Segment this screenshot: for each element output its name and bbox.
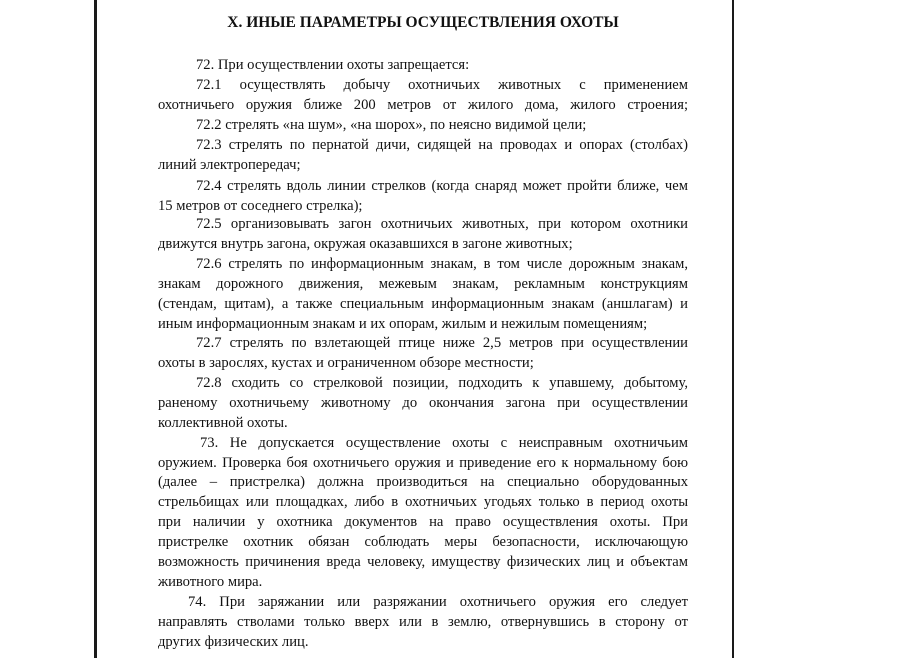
item-72-2: 72.2 стрелять «на шум», «на шорох», по неясно видимой цели; — [196, 117, 587, 133]
paragraph-73-line-7: возможность причинения вреда человеку, имуществу физических лиц и объектам — [158, 554, 688, 570]
item-72-7-line-2: охоты в зарослях, кустах и ограниченном обзоре местности; — [158, 355, 534, 371]
item-72-6-line-2: знакам дорожного движения, межевым знакам, рекламным конструкциям — [158, 276, 688, 292]
page-left-border — [94, 0, 97, 658]
item-72-6-line-4: иным информационным знакам и их опорам, жилым и нежилым помещениям; — [158, 316, 648, 332]
item-72-6-line-3: (стендам, щитам), а также специальным информационным знакам (аншлагам) и — [158, 296, 688, 312]
paragraph-73-line-8: животного мира. — [158, 574, 263, 590]
paragraph-73-line-6: пристрелке охотник обязан соблюдать меры безопасности, исключающую — [158, 534, 688, 550]
paragraph-73-line-3: (далее – пристрелка) должна производиться на специально оборудованных — [158, 474, 688, 490]
item-72-8-line-2: раненому охотничьему животному до окончания загона при осуществлении — [158, 395, 688, 411]
item-72-6-line-1: 72.6 стрелять по информационным знакам, в том числе дорожным знакам, — [196, 256, 688, 272]
paragraph-74-line-2: направлять стволами только вверх или в землю, отвернувшись в сторону от — [158, 614, 688, 630]
paragraph-72-intro: 72. При осуществлении охоты запрещается: — [196, 57, 470, 73]
item-72-5-line-2: движутся внутрь загона, окружая оказавшихся в загоне животных; — [158, 236, 573, 252]
item-72-3-line-1: 72.3 стрелять по пернатой дичи, сидящей на проводах и опорах (столбах) — [196, 137, 688, 153]
paragraph-74-line-1: 74. При заряжании или разряжании охотничьего оружия его следует — [188, 594, 688, 610]
paragraph-74-line-3: других физических лиц. — [158, 634, 309, 650]
paragraph-73-line-4: стрельбищах или площадках, либо в охотничьих угодьях только в период охоты — [158, 494, 688, 510]
item-72-8-line-1: 72.8 сходить со стрелковой позиции, подходить к упавшему, добытому, — [196, 375, 688, 391]
paragraph-73-line-5: при наличии у охотника документов на право осуществления охоты. При — [158, 514, 688, 530]
item-72-4-line-2: 15 метров от соседнего стрелка); — [158, 198, 363, 214]
item-72-8-line-3: коллективной охоты. — [158, 415, 288, 431]
item-72-4-line-1: 72.4 стрелять вдоль линии стрелков (когда снаряд может пройти ближе, чем — [196, 178, 688, 194]
section-heading: X. ИНЫЕ ПАРАМЕТРЫ ОСУЩЕСТВЛЕНИЯ ОХОТЫ — [227, 14, 619, 31]
item-72-3-line-2: линий электропередач; — [158, 157, 301, 173]
item-72-5-line-1: 72.5 организовывать загон охотничьих животных, при котором охотники — [196, 216, 688, 232]
page-right-border — [732, 0, 734, 658]
paragraph-73-line-2: оружием. Проверка боя охотничьего оружия и приведение его к нормальному бою — [158, 455, 688, 471]
item-72-7-line-1: 72.7 стрелять по взлетающей птице ниже 2,5 метров при осуществлении — [196, 335, 688, 351]
item-72-1-line-1: 72.1 осуществлять добычу охотничьих животных с применением — [196, 77, 688, 93]
item-72-1-line-2: охотничьего оружия ближе 200 метров от жилого дома, жилого строения; — [158, 97, 688, 113]
paragraph-73-line-1: 73. Не допускается осуществление охоты с неисправным охотничьим — [200, 435, 688, 451]
